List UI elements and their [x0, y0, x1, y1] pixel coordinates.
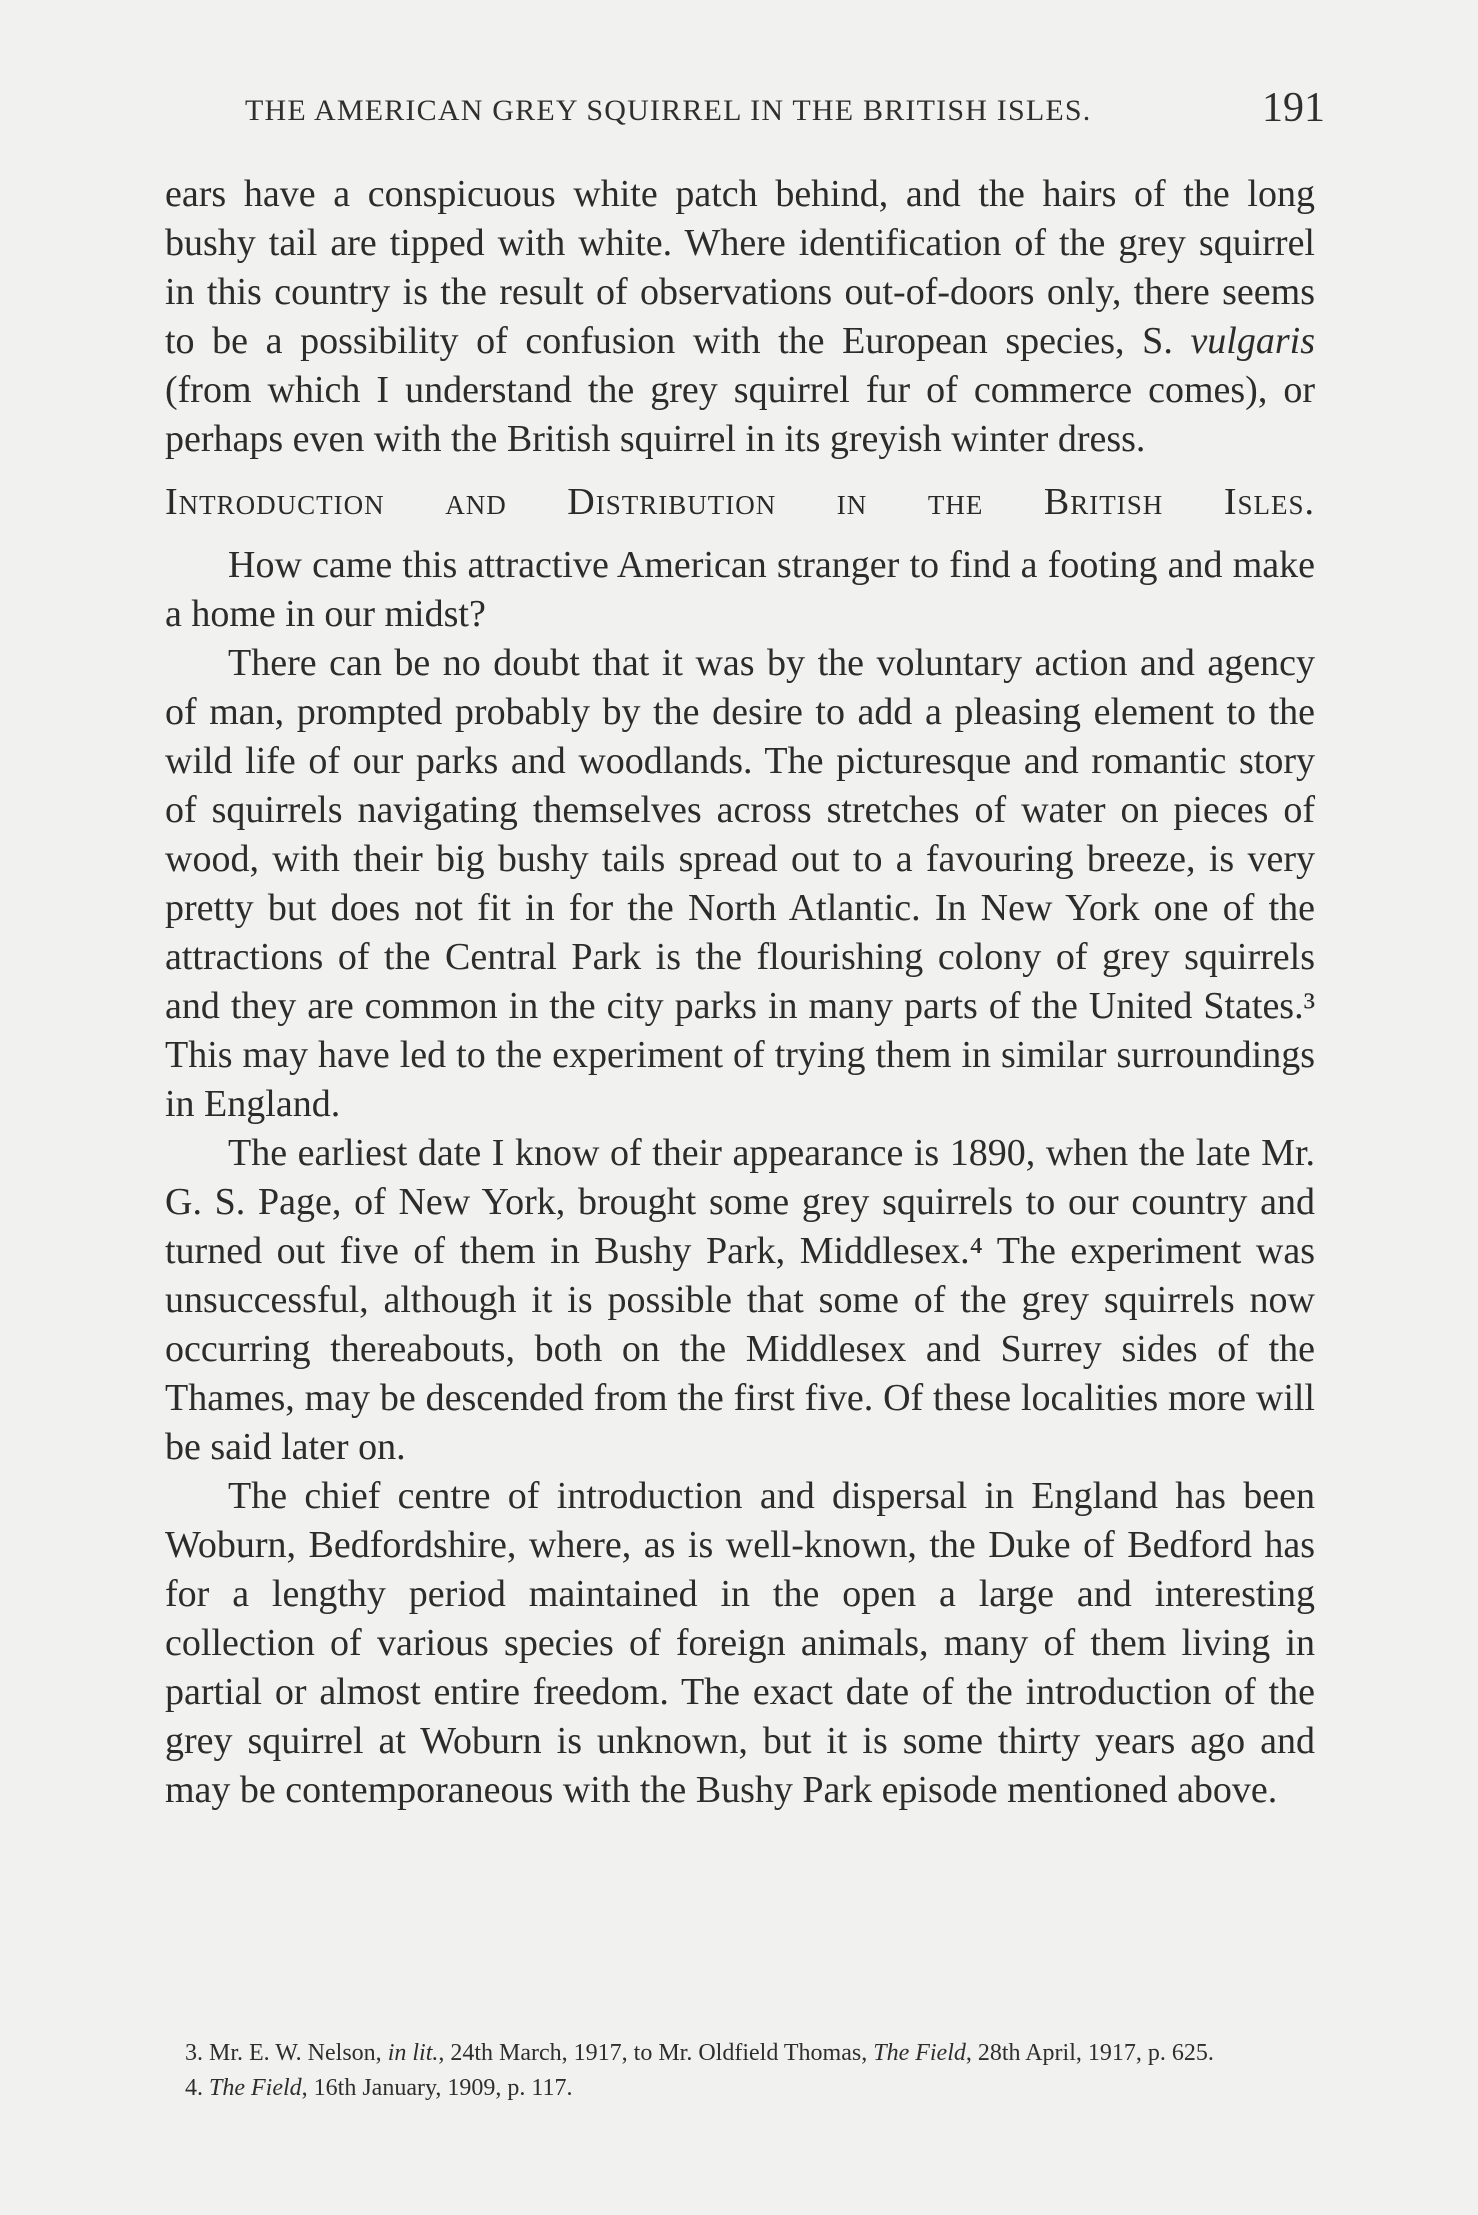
footnote-italic: in lit. — [387, 2040, 439, 2066]
species-name: vulgaris — [1190, 320, 1315, 362]
paragraph-continued — [165, 170, 1315, 464]
footnote-3 — [165, 2038, 1315, 2069]
footnote-text: , 24th March, 1917, to Mr. Oldfield Thomas, — [438, 2040, 874, 2066]
body-text — [165, 170, 1315, 1815]
footnote-text: 4. — [185, 2075, 209, 2101]
paragraph-text: ears have a conspicuous white patch behind, and the hairs of the long bushy tail are tipped with white. Where identification of the grey squirrel in this country is the result of observations out-of-doors only, there seems to be a possibility of confusion with the European species, S. — [165, 173, 1315, 362]
footnotes — [165, 2038, 1315, 2108]
paragraph: The chief centre of introduction and dispersal in England has been Woburn, Bedfordshire, where, as is well-known, the Duke of Bedford has for a lengthy period maintained in the open a large and interesting collection of various species of foreign animals, many of them living in partial or almost entire freedom. The exact date of the introduction of the grey squirrel at Woburn is unknown, but it is some thirty years ago and may be contemporaneous with the Bushy Park episode mentioned above. — [165, 1475, 1315, 1811]
paragraph: How came this attractive American stranger to find a footing and make a home in our midst? — [165, 544, 1315, 635]
paragraph-text: (from which I understand the grey squirrel fur of commerce comes), or perhaps even with the British squirrel in its greyish winter dress. — [165, 369, 1315, 460]
paragraph: The earliest date I know of their appearance is 1890, when the late Mr. G. S. Page, of New York, brought some grey squirrels to our country and turned out five of them in Bushy Park, Middlesex.⁴ The experiment was unsuccessful, although it is possible that some of the grey squirrels now occurring thereabouts, both on the Middlesex and Surrey sides of the Thames, may be descended from the first five. Of these localities more will be said later on. — [165, 1132, 1315, 1468]
page-number: 191 — [1262, 85, 1325, 131]
footnote-4 — [165, 2073, 1315, 2104]
footnote-italic: The Field — [873, 2040, 966, 2066]
paragraph: There can be no doubt that it was by the voluntary action and agency of man, prompted probably by the desire to add a pleasing element to the wild life of our parks and woodlands. The picturesque and romantic story of squirrels navigating themselves across stretches of water on pieces of wood, with their big bushy tails spread out to a favouring breeze, is very pretty but does not fit in for the North Atlantic. In New York one of the attractions of the Central Park is the flourishing colony of grey squirrels and they are common in the city parks in many parts of the United States.³ This may have led to the experiment of trying them in similar surroundings in England. — [165, 642, 1315, 1125]
footnote-text: 3. Mr. E. W. Nelson, — [185, 2040, 388, 2066]
running-title: THE AMERICAN GREY SQUIRREL IN THE BRITISH ISLES. — [245, 94, 1092, 127]
section-heading: Introduction and Distribution in the British Isles. — [165, 481, 1315, 523]
running-head — [245, 84, 1325, 144]
footnote-text: , 28th April, 1917, p. 625. — [965, 2040, 1214, 2066]
footnote-text: , 16th January, 1909, p. 117. — [301, 2075, 573, 2101]
footnote-italic: The Field — [209, 2075, 302, 2101]
